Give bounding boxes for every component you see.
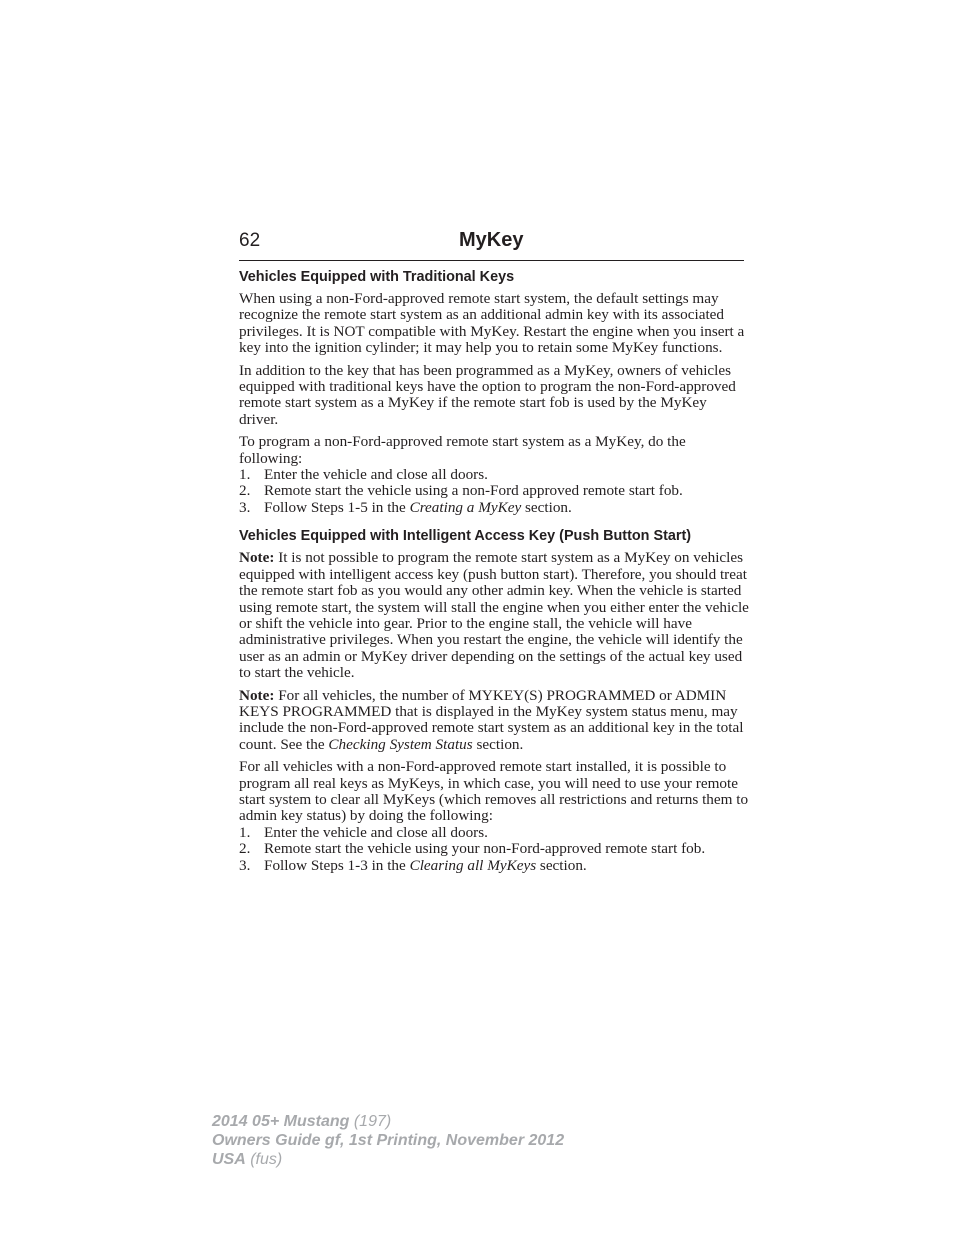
- chapter-title: MyKey: [459, 229, 524, 251]
- section-heading-traditional-keys: Vehicles Equipped with Traditional Keys: [239, 269, 515, 285]
- page-header: [239, 228, 744, 261]
- step-number: 1.: [239, 823, 251, 841]
- footer-line: [212, 1150, 564, 1169]
- section-heading-intelligent-access: Vehicles Equipped with Intelligent Access Key (Push Button Start): [239, 528, 692, 545]
- step-text: Follow Steps 1-5 in the: [264, 498, 410, 516]
- list-item: [239, 841, 749, 857]
- step-number: 3.: [239, 856, 251, 874]
- steps-list: [239, 467, 749, 516]
- paragraph: For all vehicles with a non-Ford-approved remote start installed, it is possible to program all real keys as MyKeys, in which case, you will need to use your remote start system to clear all MyKeys (which removes all restrictions and returns them to admin key status) by doing the following:: [239, 758, 749, 825]
- step-text: Enter the vehicle and close all doors.: [264, 823, 488, 841]
- cross-reference: Checking System Status: [328, 735, 473, 753]
- footer-code: (197): [349, 1113, 392, 1130]
- page-number: 62: [239, 230, 261, 251]
- list-item: [239, 825, 749, 841]
- footer-line: [212, 1131, 564, 1150]
- page-footer: [212, 1112, 564, 1169]
- note-label: Note:: [239, 549, 275, 567]
- note-text: section.: [472, 735, 524, 753]
- note-label: Note:: [239, 686, 275, 704]
- list-item: [239, 467, 749, 483]
- cross-reference: Creating a MyKey: [409, 498, 522, 516]
- step-text: Follow Steps 1-3 in the: [264, 856, 410, 874]
- note-text: It is not possible to program the remote start system as a MyKey on vehicles equipped with intelligent access key (push button start). Therefore, you should treat the remote start fob as you would any other admin key. When the vehicle is started using remote start, the system will stall the engine when you either enter the vehicle or shift the vehicle into gear. Prior to the engine stall, the vehicle will have administrative privileges. When you restart the engine, the vehicle will identify the user as an admin or MyKey driver depending on the settings of the actual key used to start the vehicle.: [239, 549, 749, 682]
- note-paragraph: [239, 550, 749, 681]
- step-number: 3.: [239, 498, 251, 516]
- list-item: [239, 858, 749, 874]
- footer-model: 2014 05+ Mustang: [212, 1113, 350, 1130]
- step-number: 2.: [239, 482, 251, 500]
- footer-region-code: (fus): [245, 1151, 283, 1168]
- cross-reference: Clearing all MyKeys: [409, 856, 537, 874]
- paragraph: In addition to the key that has been programmed as a MyKey, owners of vehicles equipped with traditional keys have the option to program the non-Ford-approved remote start system as a MyKey if the remote start fob is used by the MyKey driver.: [239, 361, 736, 428]
- step-text: Remote start the vehicle using your non-Ford-approved remote start fob.: [264, 840, 706, 858]
- list-item: [239, 483, 749, 499]
- steps-list: [239, 825, 749, 874]
- page-content: [239, 268, 749, 880]
- paragraph: When using a non-Ford-approved remote start system, the default settings may recognize the remote start system as an additional admin key with its associated privileges. It is NOT compatible with MyKey. Restart the engine when you insert a key into the ignition cylinder; it may help you to retain some MyKey functions.: [239, 290, 745, 357]
- footer-edition: Owners Guide gf, 1st Printing, November 2012: [212, 1132, 565, 1149]
- step-number: 2.: [239, 840, 251, 858]
- paragraph: To program a non-Ford-approved remote start system as a MyKey, do the following:: [239, 433, 686, 467]
- footer-line: [212, 1112, 564, 1131]
- step-text: Enter the vehicle and close all doors.: [264, 466, 488, 484]
- list-item: [239, 500, 749, 516]
- step-text: section.: [536, 856, 587, 874]
- footer-region: USA: [212, 1151, 246, 1168]
- note-paragraph: [239, 688, 749, 754]
- note-text: For all vehicles, the number of MYKEY(S) PROGRAMMED or ADMIN KEYS PROGRAMMED that is displayed in the MyKey system status menu, may include the non-Ford-approved remote start system as an additional key in the total count. See the: [239, 686, 744, 753]
- step-number: 1.: [239, 466, 251, 484]
- step-text: section.: [521, 498, 572, 516]
- step-text: Remote start the vehicle using a non-Ford approved remote start fob.: [264, 482, 683, 500]
